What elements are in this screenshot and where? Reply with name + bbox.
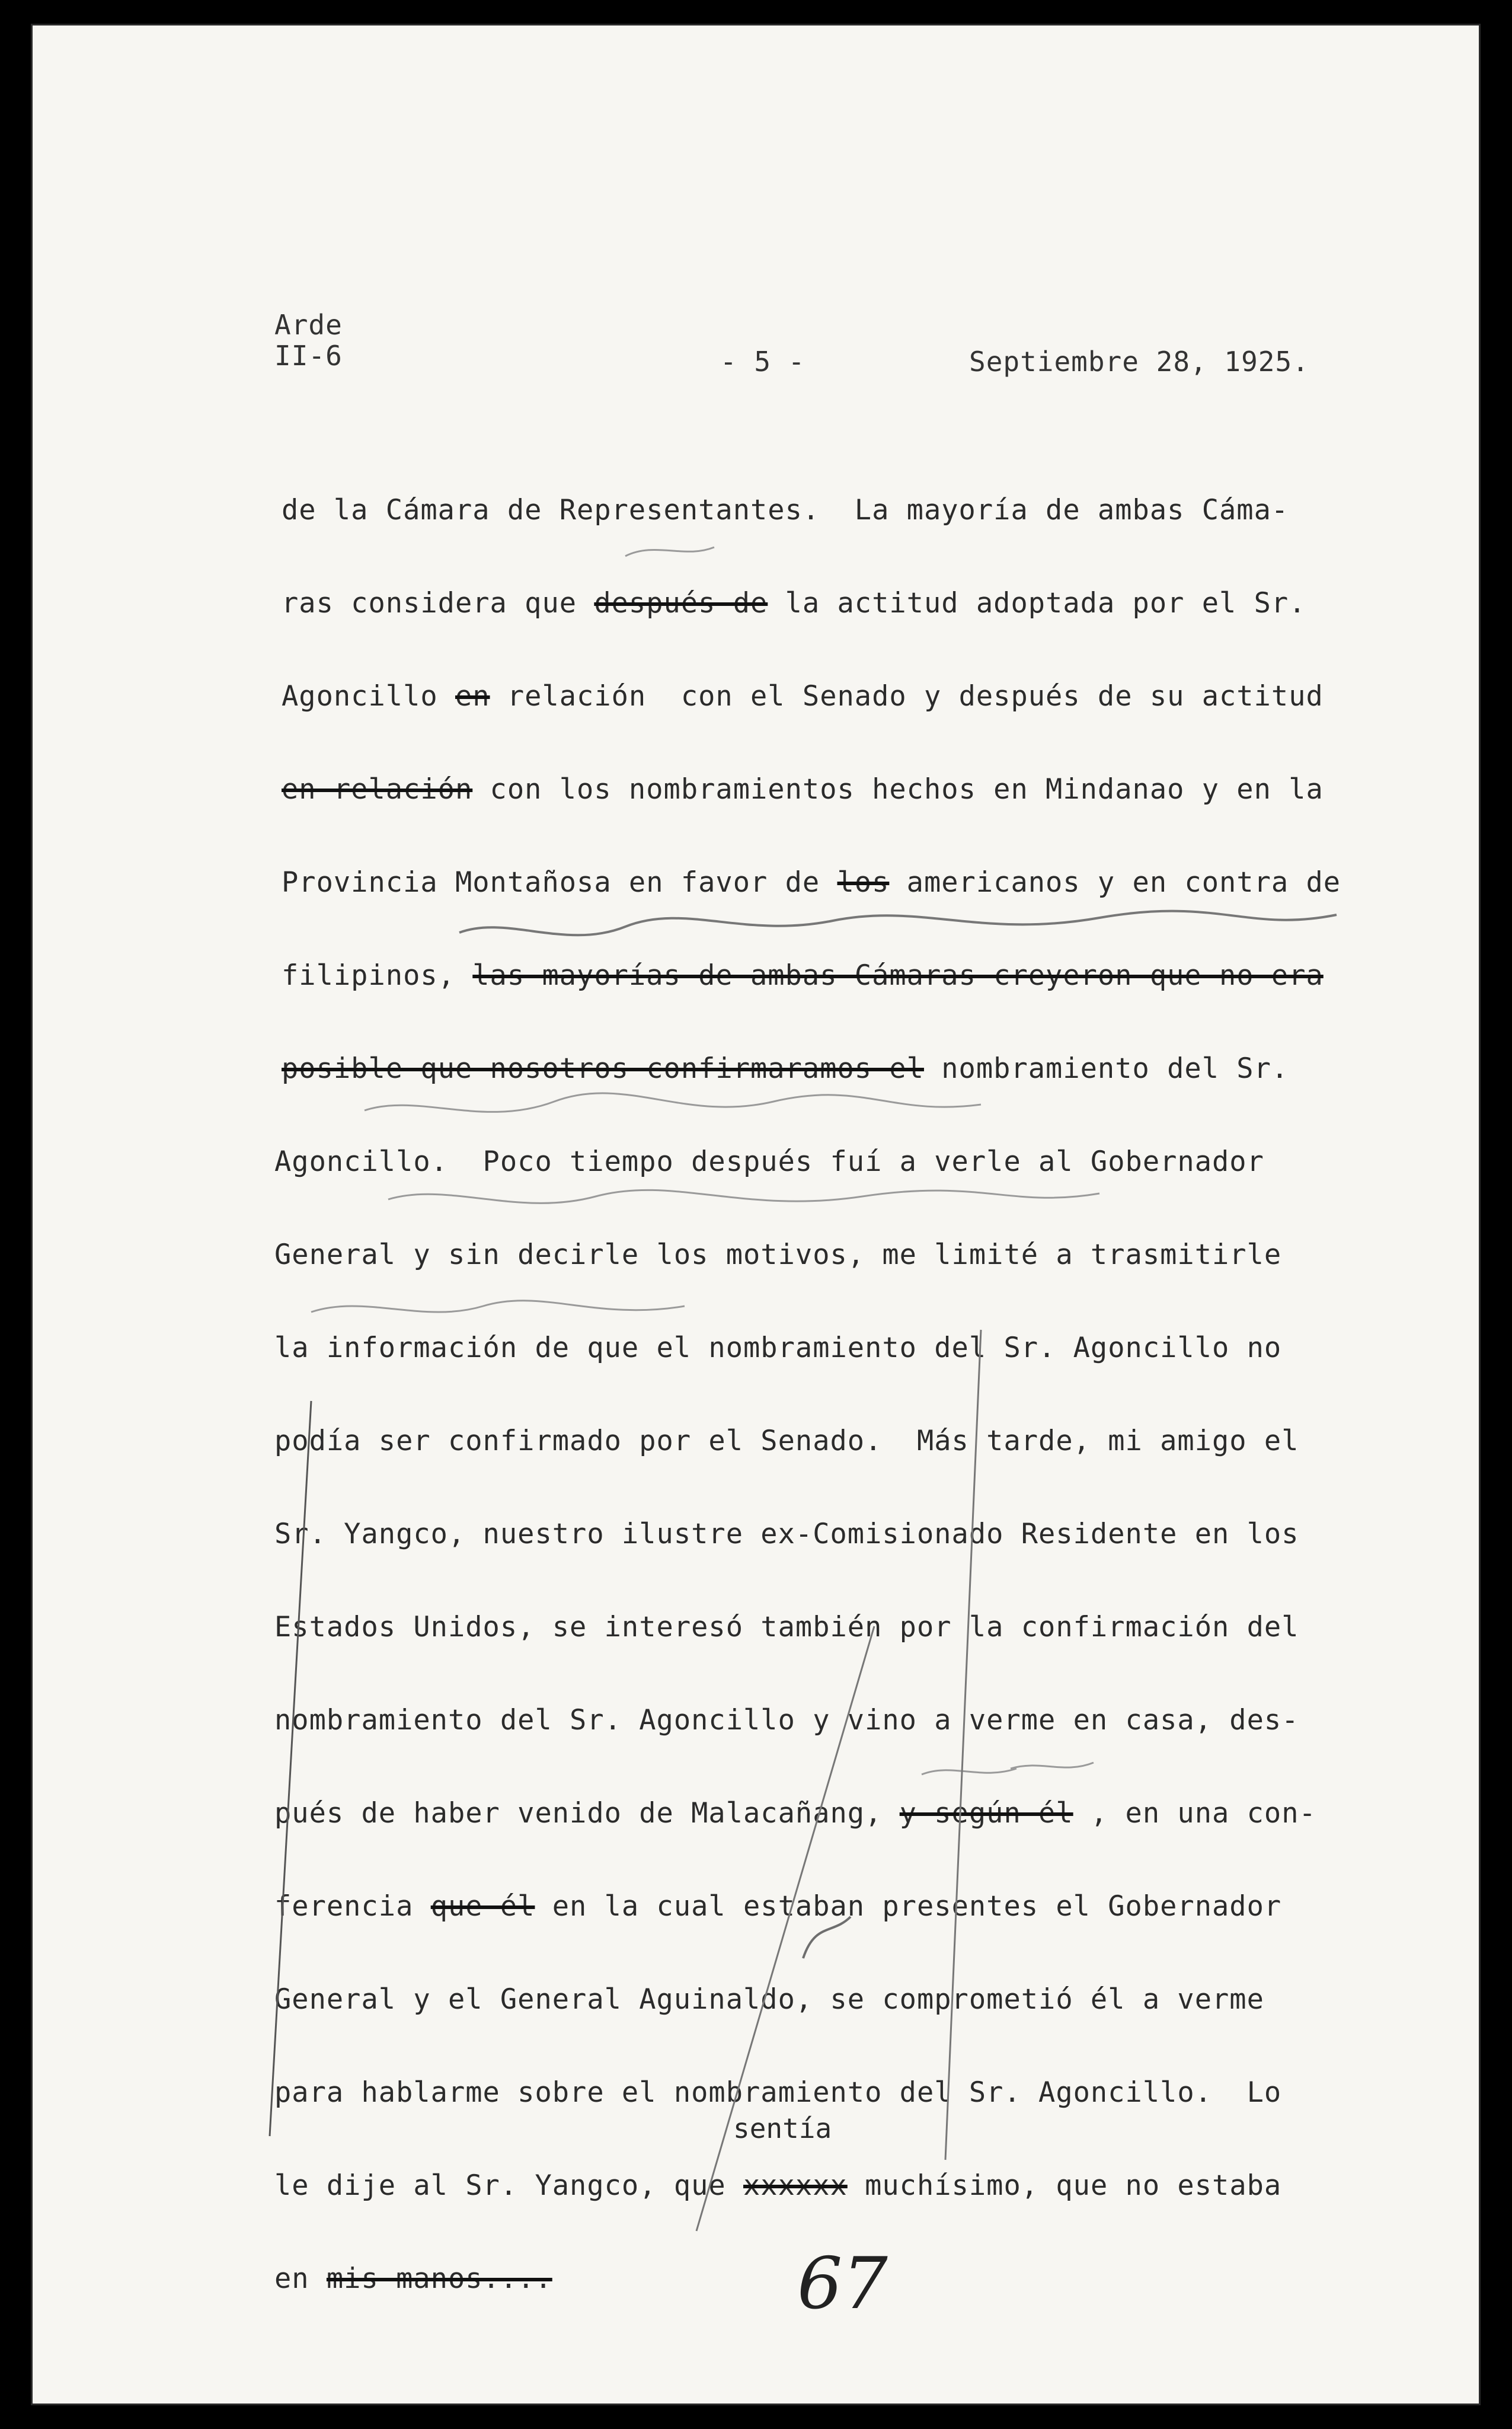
struck-out-text: los: [837, 866, 890, 899]
header-reference: II-6: [274, 340, 343, 372]
handwritten-annotations: [33, 25, 1482, 2407]
line-text: nombramiento del Sr. Agoncillo y vino a verme en casa, des-: [274, 1704, 1299, 1737]
handwritten-insertion-line-2: [365, 1093, 981, 1112]
header-page-marker: - 5 -: [720, 346, 805, 378]
line-text: en: [274, 2262, 327, 2295]
line-text: Agoncillo. Poco tiempo después fuí a verle al Gobernador: [274, 1145, 1264, 1178]
struck-out-text: y según él: [899, 1797, 1073, 1830]
line-text: General y el General Aguinaldo, se comprometió él a verme: [274, 1983, 1264, 2016]
handwritten-mark-3: [922, 1769, 1016, 1774]
line-text: General y sin decirle los motivos, me limité a trasmitirle: [274, 1239, 1282, 1271]
header-date: Septiembre 28, 1925.: [969, 346, 1309, 378]
marginal-line-diagonal: [696, 1626, 874, 2231]
line-text: podía ser confirmado por el Senado. Más tarde, mi amigo el: [274, 1425, 1299, 1457]
line-text: Estados Unidos, se interesó también por la confirmación del: [274, 1611, 1299, 1643]
line-text: Sr. Yangco, nuestro ilustre ex-Comisionado Residente en los: [274, 1518, 1299, 1550]
line-text: de la Cámara de Representantes. La mayoría de ambas Cáma-: [282, 494, 1289, 526]
line-text-continued: relación con el Senado y después de su actitud: [490, 680, 1324, 713]
handwritten-mark-2: [803, 1917, 851, 1958]
line-text-continued: con los nombramientos hechos en Mindanao y en la: [472, 773, 1324, 806]
struck-out-text: mis manos....: [326, 2262, 552, 2295]
header-author: Arde: [274, 309, 343, 341]
line-text: Agoncillo: [282, 680, 455, 713]
line-text-continued: en la cual estaban presentes el Gobernador: [535, 1890, 1282, 1923]
line-text: le dije al Sr. Yangco, que: [274, 2169, 744, 2202]
struck-out-text: xxxxxx: [743, 2169, 848, 2202]
struck-out-text: posible que nosotros confirmaramos el: [282, 1052, 924, 1085]
line-text-continued: nombramiento del Sr.: [923, 1052, 1289, 1085]
line-text-continued: muchísimo, que no estaba: [847, 2169, 1282, 2202]
struck-out-text: en: [455, 680, 490, 713]
handwritten-insertion-line-3: [388, 1190, 1099, 1203]
line-text-continued: , en una con-: [1073, 1797, 1316, 1830]
struck-out-text: que él: [430, 1890, 535, 1923]
line-text: filipinos,: [282, 959, 473, 992]
handwritten-insertion-line-1: [459, 911, 1337, 936]
line-text-continued: la actitud adoptada por el Sr.: [768, 587, 1306, 620]
line-text: para hablarme sobre el nombramiento del Sr. Agoncillo. Lo: [274, 2076, 1282, 2109]
line-text: pués de haber venido de Malacañang,: [274, 1797, 900, 1830]
struck-out-text: las mayorías de ambas Cámaras creyeron que no era: [472, 959, 1324, 992]
marginal-line-right: [945, 1330, 981, 2160]
handwritten-mark-4: [1011, 1763, 1094, 1769]
struck-out-text: después de: [594, 587, 768, 620]
handwritten-insertion-line-4: [311, 1301, 685, 1312]
struck-out-text: en relación: [282, 773, 473, 806]
document-page: [31, 24, 1481, 2405]
handwritten-mark-1: [625, 547, 714, 556]
line-text-continued: americanos y en contra de: [889, 866, 1341, 899]
line-text: ferencia: [274, 1890, 431, 1923]
typed-insertion: sentía: [733, 2112, 832, 2144]
marginal-line-left: [270, 1401, 311, 2136]
line-text: la información de que el nombramiento del Sr. Agoncillo no: [274, 1332, 1282, 1364]
handwritten-page-number: 67: [797, 2243, 888, 2325]
line-text: Provincia Montañosa en favor de: [282, 866, 837, 899]
line-text: ras considera que: [282, 587, 594, 620]
